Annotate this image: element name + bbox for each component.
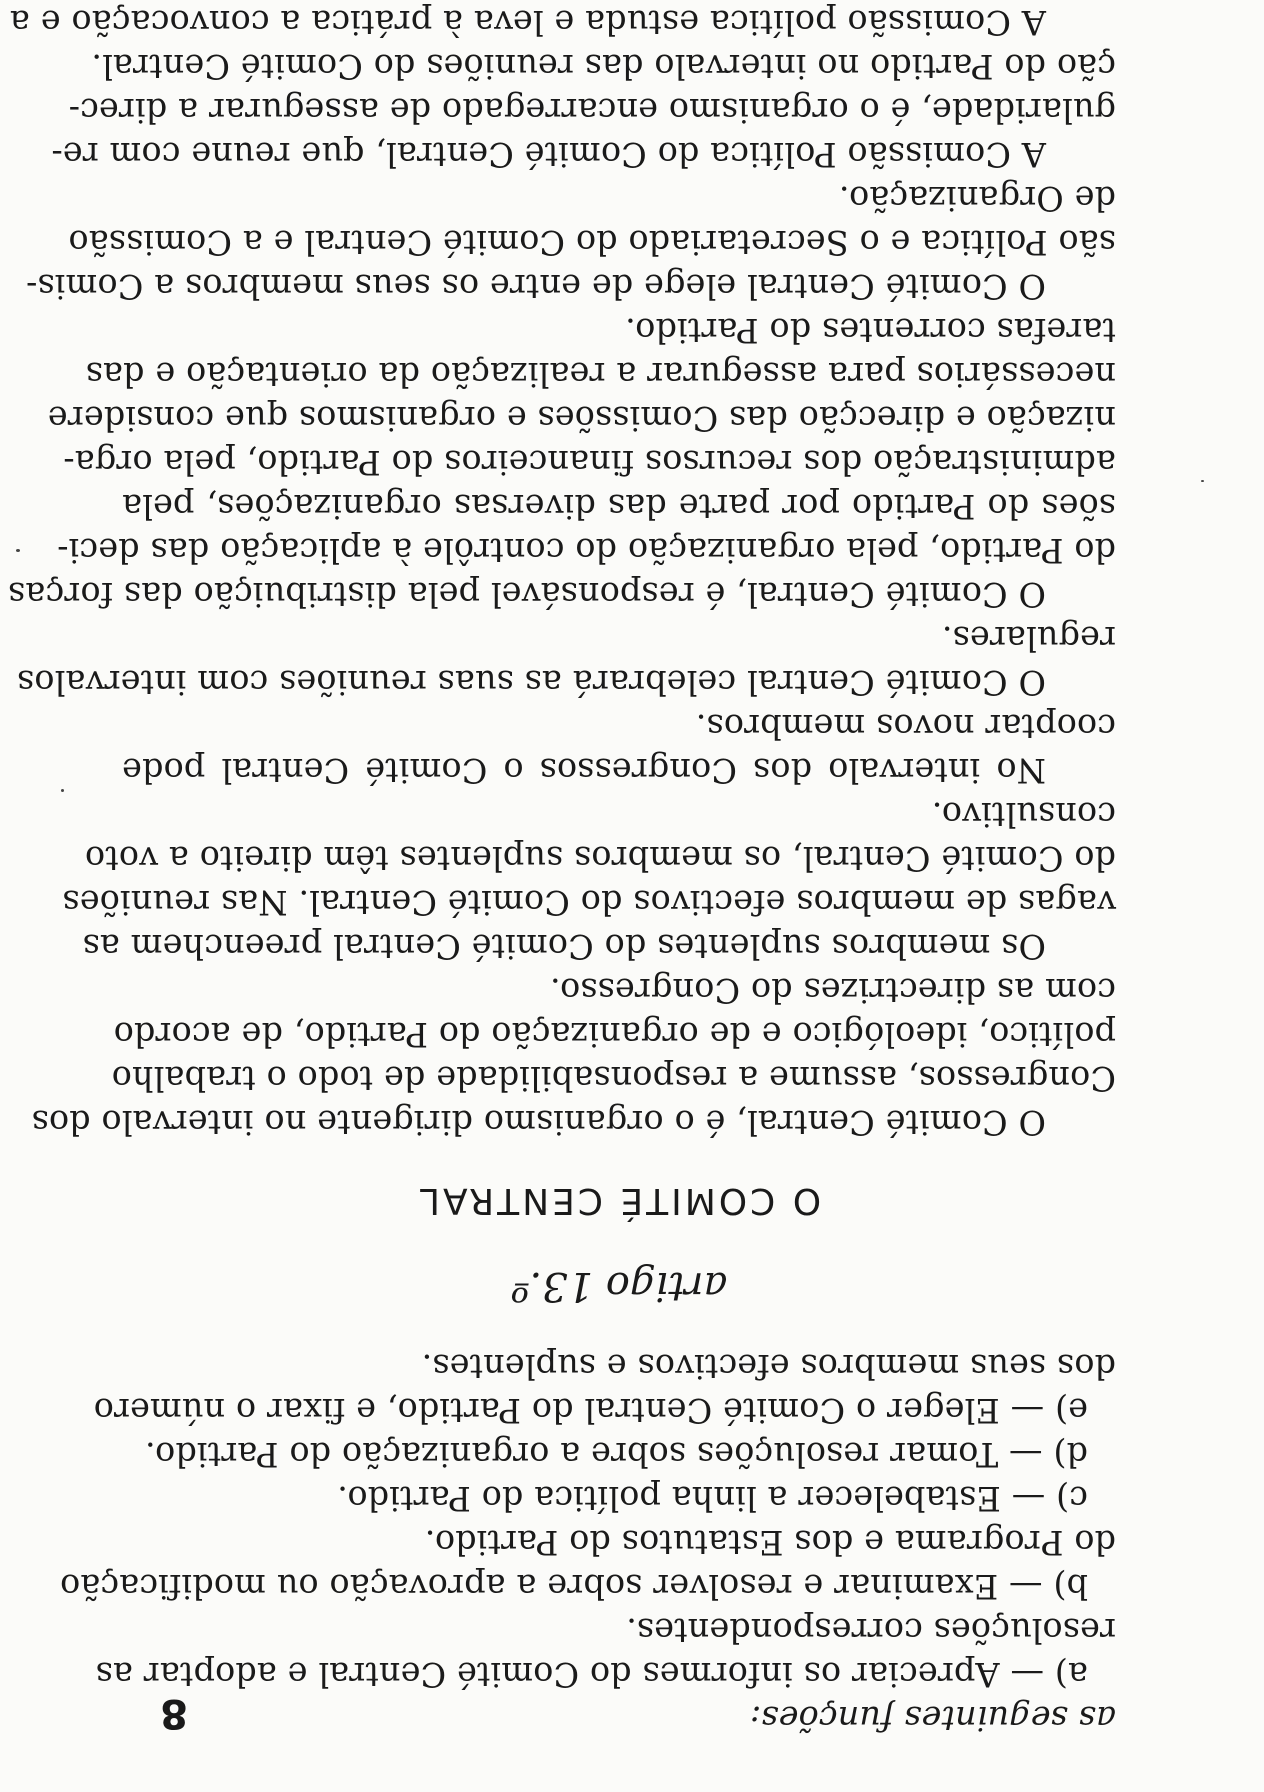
text-line: a) — Apreciar os informes do Comité Central e adoptar as xyxy=(95,1655,1088,1694)
scan-speck xyxy=(16,549,20,552)
text-line: e) — Eleger o Comité Central do Partido, e fixar o número xyxy=(93,1391,1088,1430)
text-line: A Comissão Política do Comité Central, que reune com re- xyxy=(51,135,1046,174)
text-line: tarefas correntes do Partido. xyxy=(624,311,1116,350)
text-line: regulares. xyxy=(941,619,1116,658)
text-line: do Programa e dos Estatutos do Partido. xyxy=(424,1523,1116,1562)
text-column xyxy=(8,0,1116,1740)
text-line: Congressos, assume a responsabilidade de todo o trabalho xyxy=(111,1059,1116,1098)
text-line: administração dos recursos financeiros do Partido, pela orga- xyxy=(63,443,1116,482)
text-line: consultivo. xyxy=(931,795,1116,834)
text-line: O Comité Central, é responsável pela distribuição das forças xyxy=(8,575,1046,614)
text-line: O Comité Central elege de entre os seus membros a Comis- xyxy=(25,267,1046,306)
text-line: No intervalo dos Congressos o Comité Central pode xyxy=(122,751,1046,790)
text-line: A Comissão política estuda e leva à prática a convocação e a xyxy=(9,3,1046,42)
text-line: são Política e o Secretariado do Comité Central e a Comissão xyxy=(68,223,1116,262)
article-body xyxy=(8,0,1116,1144)
text-line: do Partido, pela organização do contrôle à aplicação das deci- xyxy=(57,531,1116,570)
text-line: dos seus membros efectivos e suplentes. xyxy=(421,1347,1116,1386)
scan-speck xyxy=(61,789,64,792)
text-line: do Comité Central, os membros suplentes têm direito a voto xyxy=(84,839,1116,878)
text-line: O Comité Central, é o organismo dirigente no intervalo dos xyxy=(31,1103,1046,1142)
functions-list xyxy=(59,1344,1116,1740)
text-line: vagas de membros efectivos do Comité Central. Nas reuniões xyxy=(62,883,1116,922)
article-title: artigo 13.º xyxy=(510,1263,728,1309)
text-line: b) — Examinar e resolver sobre a aprovação ou modificação xyxy=(59,1567,1088,1606)
text-line: nização e direcção das Comissões e organismos que considere xyxy=(47,399,1116,438)
text-line: as seguintes funções: xyxy=(749,1699,1116,1738)
text-line: necessários para assegurar a realização da orientação e das xyxy=(85,355,1116,394)
text-line: de Organização. xyxy=(838,179,1116,218)
scan-speck xyxy=(1201,480,1204,482)
page-number: 8 xyxy=(160,1690,188,1736)
text-line: O Comité Central celebrará as suas reuniões com intervalos xyxy=(16,663,1046,702)
section-title: O COMITÉ CENTRAL xyxy=(416,1180,822,1221)
text-line: gularidade, é o organismo encarregado de assegurar a direc- xyxy=(68,91,1116,130)
text-line: cooptar novos membros. xyxy=(695,707,1116,746)
text-line: resoluções correspondentes. xyxy=(626,1611,1116,1650)
text-line: político, ideológico e de organização do Partido, de acordo xyxy=(113,1015,1116,1054)
text-line: Os membros suplentes do Comité Central preenchem as xyxy=(82,927,1046,966)
text-line: c) — Estabelecer a linha política do Partido. xyxy=(337,1479,1088,1518)
text-line: ção do Partido no intervalo das reuniões do Comité Central. xyxy=(91,47,1116,86)
text-line: d) — Tomar resoluções sobre a organização do Partido. xyxy=(144,1435,1088,1474)
text-line: sões do Partido por parte das diversas organizações, pela xyxy=(122,487,1116,526)
text-line: com as directrizes do Congresso. xyxy=(549,971,1116,1010)
